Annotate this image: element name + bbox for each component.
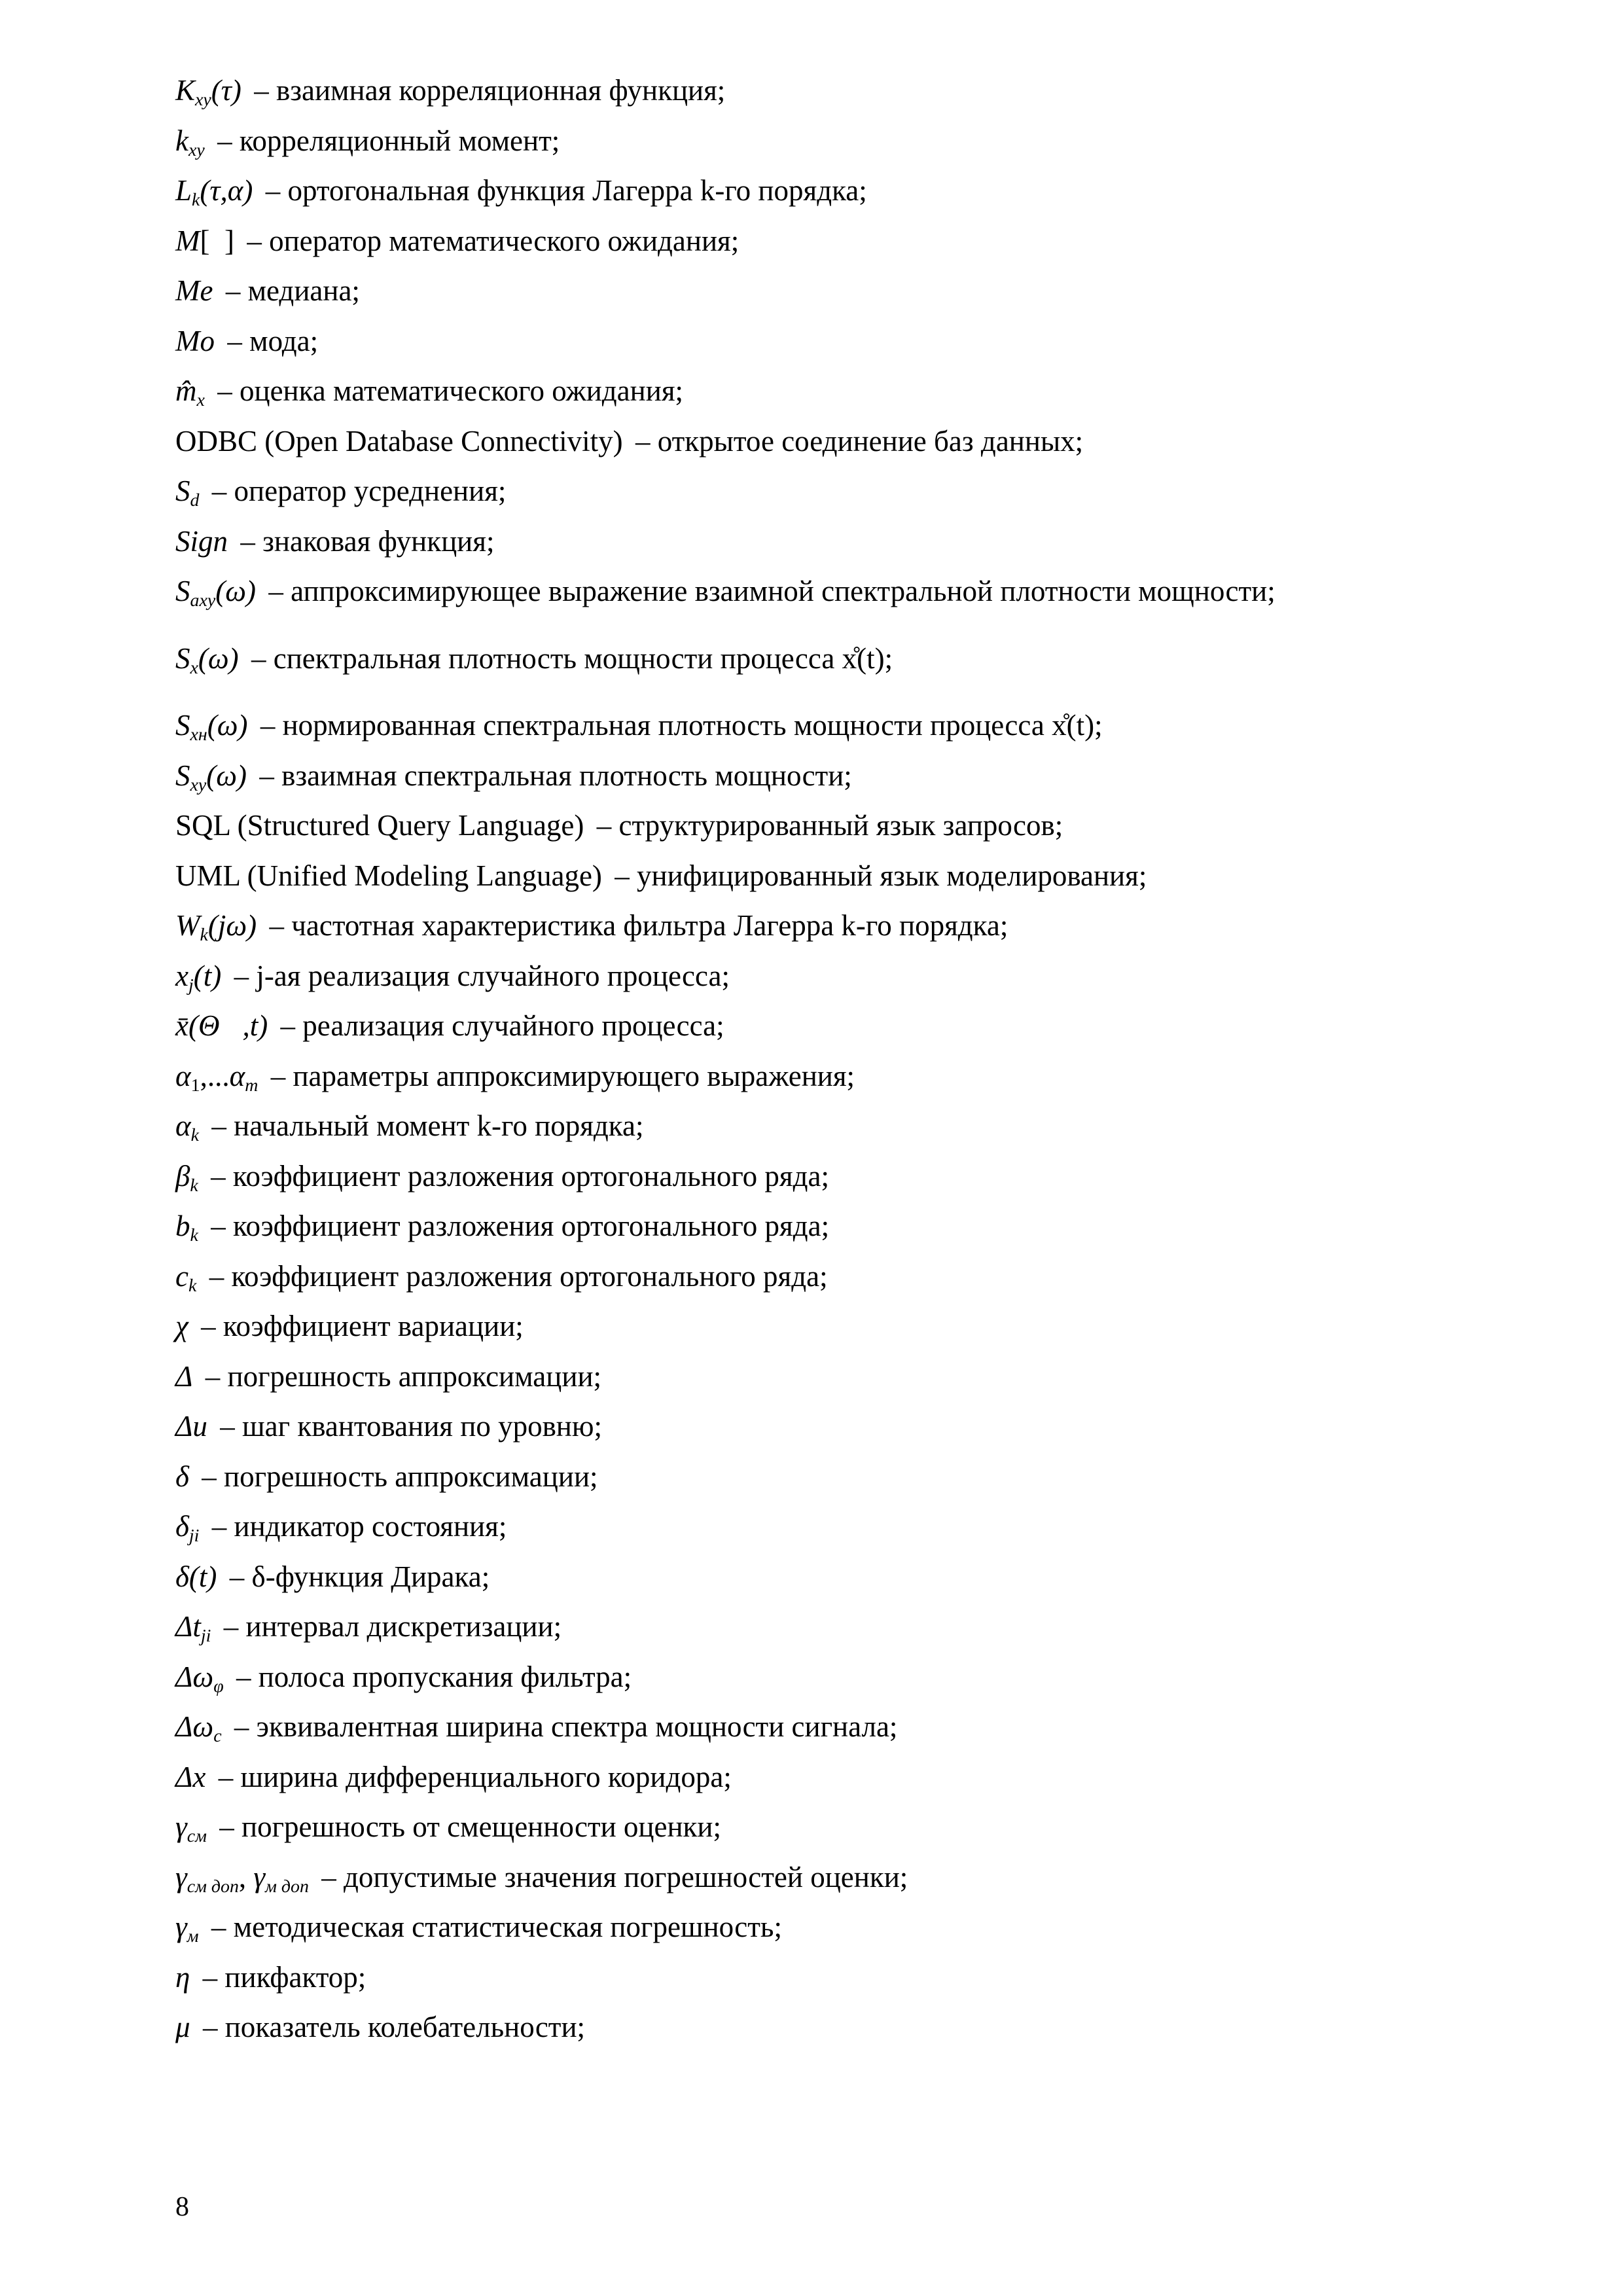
symbol-entry xyxy=(175,466,1452,516)
symbol xyxy=(175,1510,200,1546)
symbol-part: μ xyxy=(175,2011,190,2043)
symbol-part: см xyxy=(187,1825,207,1846)
symbol xyxy=(175,1009,268,1042)
symbol-entry xyxy=(175,1902,1452,1952)
symbol-entry xyxy=(175,683,1452,751)
definition-text: – интервал дискретизации; xyxy=(223,1610,562,1643)
symbol-entry xyxy=(175,1652,1452,1702)
symbol-part: c xyxy=(213,1725,222,1746)
symbol-entry xyxy=(175,1501,1452,1552)
symbol-part: W xyxy=(175,909,200,942)
symbol-part: m xyxy=(245,1075,259,1096)
symbol xyxy=(175,525,228,558)
symbol xyxy=(175,1259,197,1296)
symbol xyxy=(175,1610,211,1646)
definition-text: – мода; xyxy=(227,324,319,357)
definition-text: – открытое соединение баз данных; xyxy=(635,424,1084,457)
symbol-part: Sign xyxy=(175,524,228,558)
symbol-part: k xyxy=(200,924,208,945)
symbol-part: (ω) xyxy=(207,709,248,742)
symbol-entry xyxy=(175,1802,1452,1852)
definition-text: – оператор математического ожидания; xyxy=(247,224,740,257)
symbol-part: k xyxy=(175,124,188,157)
symbol-part: γ xyxy=(175,1860,187,1893)
symbol-entry xyxy=(175,1151,1452,1202)
symbol-entry xyxy=(175,1051,1452,1102)
symbol-entry xyxy=(175,1401,1452,1452)
symbol-part: Me xyxy=(175,274,213,307)
definition-text: – коэффициент вариации; xyxy=(201,1310,524,1342)
symbol xyxy=(175,859,602,892)
symbol-part: β xyxy=(175,1159,190,1193)
symbol-part: γ xyxy=(175,1810,187,1843)
symbol-part: α xyxy=(175,1109,191,1142)
definition-text: – параметры аппроксимирующего выражения; xyxy=(270,1059,855,1092)
definition-text: – пикфактор; xyxy=(202,1960,366,1994)
symbol-part: Mo xyxy=(175,324,215,357)
symbol-part: δ xyxy=(175,1510,189,1543)
definition-text: – эквивалентная ширина спектра мощности сигнала; xyxy=(234,1710,898,1743)
symbol-part: (ω) xyxy=(206,759,247,792)
symbol-entry xyxy=(175,901,1452,951)
definition-text: – коэффициент разложения ортогонального ряда; xyxy=(209,1259,828,1293)
symbol-entry xyxy=(175,416,1452,467)
definition-text: – частотная характеристика фильтра Лагерра k-го порядка; xyxy=(269,909,1008,942)
symbol xyxy=(175,374,205,410)
symbol-entry xyxy=(175,1251,1452,1302)
definition-text: – корреляционный момент; xyxy=(217,124,560,157)
symbol-entry xyxy=(175,1752,1452,1803)
symbol-part: Δt xyxy=(175,1610,201,1643)
symbol xyxy=(175,1961,190,1994)
symbol-part: L xyxy=(175,174,192,207)
definition-text: – медиана; xyxy=(225,274,360,307)
symbol-part: м xyxy=(187,1926,199,1946)
symbol-entry xyxy=(175,1201,1452,1251)
symbol-entry xyxy=(175,1352,1452,1402)
definition-text: – аппроксимирующее выражение взаимной спектральной плотности мощности; xyxy=(268,575,1275,607)
symbol-part: (ω) xyxy=(198,641,239,675)
symbol-part: xy xyxy=(190,774,207,795)
symbol xyxy=(175,1710,222,1746)
symbol xyxy=(175,1310,188,1342)
symbol-part: α xyxy=(229,1059,245,1092)
definition-text: – методическая статистическая погрешность; xyxy=(211,1910,782,1943)
symbol-part: (ω) xyxy=(215,575,256,607)
symbol-entry xyxy=(175,166,1452,216)
symbol-part: (τ,α) xyxy=(200,174,253,207)
symbol-entry xyxy=(175,216,1452,266)
definition-text: – спектральная плотность мощности процесса x̊(t); xyxy=(251,641,893,675)
symbol-part: ji xyxy=(200,1625,211,1646)
symbol-entry xyxy=(175,1602,1452,1652)
symbol xyxy=(175,124,205,160)
symbol-part: x xyxy=(196,389,205,410)
symbol xyxy=(175,575,256,611)
definition-text: – δ-функция Дирака; xyxy=(229,1560,490,1593)
symbol-part: 1 xyxy=(190,1075,200,1096)
symbol-part: d xyxy=(190,490,200,511)
definition-text: – допустимые значения погрешностей оценки; xyxy=(321,1860,908,1893)
symbol xyxy=(175,274,213,307)
symbol xyxy=(175,1059,259,1096)
symbol-part: axy xyxy=(190,590,216,611)
symbol-part: ji xyxy=(188,1525,200,1546)
symbol-part: см доп xyxy=(187,1876,239,1897)
symbol-entry xyxy=(175,617,1452,684)
symbol-part: k xyxy=(190,1225,198,1246)
symbol-part: , xyxy=(238,1860,254,1893)
symbol-part: ODBC (Open Database Connectivity) xyxy=(175,424,623,457)
symbol xyxy=(175,74,241,110)
definition-text: – унифицированный язык моделирования; xyxy=(615,859,1147,892)
symbol-part: δ xyxy=(175,1460,189,1493)
symbol-part: (t) xyxy=(193,959,222,992)
symbol xyxy=(175,174,253,210)
symbol-entry xyxy=(175,951,1452,1001)
definition-text: – погрешность аппроксимации; xyxy=(202,1460,598,1493)
symbol-part: φ xyxy=(213,1676,224,1696)
symbol xyxy=(175,1810,207,1846)
symbol-part: δ(t) xyxy=(175,1560,217,1593)
symbol-entry xyxy=(175,1552,1452,1602)
symbol xyxy=(175,909,257,945)
symbol-entry xyxy=(175,2002,1452,2053)
definition-text: – взаимная спектральная плотность мощности; xyxy=(259,759,852,792)
symbol xyxy=(175,1159,198,1196)
symbol-part: S xyxy=(175,475,190,507)
symbol-entry xyxy=(175,1852,1452,1903)
symbol-entry xyxy=(175,1702,1452,1752)
symbol xyxy=(175,1860,309,1897)
symbol-part: γ xyxy=(175,1910,187,1943)
symbol xyxy=(175,1460,189,1493)
symbol-part: χ xyxy=(175,1310,188,1342)
symbol-part: k xyxy=(192,189,200,210)
symbol-part: Δω xyxy=(175,1710,214,1743)
symbol xyxy=(175,1109,200,1145)
page-number: 8 xyxy=(175,2192,189,2222)
symbol-entry xyxy=(175,566,1452,617)
definition-text: – оператор усреднения; xyxy=(211,475,507,507)
symbol-part: xy xyxy=(195,89,211,110)
symbol-part: j xyxy=(188,975,194,996)
symbol-entry xyxy=(175,851,1452,901)
symbol-part: Δω xyxy=(175,1660,214,1693)
symbol xyxy=(175,224,234,257)
symbol-part: S xyxy=(175,575,190,607)
symbol-part: x xyxy=(190,657,198,678)
symbol-part: x xyxy=(175,959,188,992)
symbol xyxy=(175,1360,192,1393)
symbol-entry xyxy=(175,1452,1452,1502)
symbol-part: UML (Unified Modeling Language) xyxy=(175,859,602,892)
symbol-part: k xyxy=(190,1124,200,1145)
symbol-part: m̂ xyxy=(175,374,197,407)
symbol-part: S xyxy=(175,759,190,792)
symbol-part: [ ] xyxy=(200,224,234,257)
symbol-part: (jω) xyxy=(207,909,257,942)
symbol xyxy=(175,759,247,795)
definition-text: – взаимная корреляционная функция; xyxy=(254,74,726,107)
definition-text: – полоса пропускания фильтра; xyxy=(236,1660,632,1693)
symbol-part: Δx xyxy=(175,1760,206,1793)
definition-text: – ширина дифференциального коридора; xyxy=(218,1760,732,1793)
symbol-entry xyxy=(175,65,1452,116)
symbol xyxy=(175,1560,217,1593)
symbol-part: S xyxy=(175,709,190,742)
symbol-entry xyxy=(175,1001,1452,1051)
definition-text: – показатель колебательности; xyxy=(202,2011,586,2043)
symbol-entry xyxy=(175,316,1452,367)
symbol xyxy=(175,2011,190,2043)
symbol-entry xyxy=(175,266,1452,316)
symbol-part: γ xyxy=(253,1860,266,1893)
symbol-part: SQL (Structured Query Language) xyxy=(175,809,584,842)
definition-text: – нормированная спектральная плотность мощности процесса x̊(t); xyxy=(260,709,1103,742)
symbol-list xyxy=(175,65,1452,2053)
symbol xyxy=(175,325,215,357)
symbol-entry xyxy=(175,1301,1452,1352)
symbol-entry xyxy=(175,751,1452,801)
symbol-part: x̄(Θ⃗,t) xyxy=(175,1009,268,1042)
symbol xyxy=(175,809,584,842)
symbol-entry xyxy=(175,516,1452,567)
definition-text: – начальный момент k-го порядка; xyxy=(211,1109,644,1142)
symbol-part: Δu xyxy=(175,1410,207,1443)
symbol xyxy=(175,475,200,511)
symbol-part: M xyxy=(175,224,200,257)
symbol xyxy=(175,1660,224,1696)
symbol-entry xyxy=(175,1101,1452,1151)
definition-text: – ортогональная функция Лагерра k-го порядка; xyxy=(265,174,867,207)
symbol-part: k xyxy=(190,1175,198,1196)
symbol-part: S xyxy=(175,641,190,675)
definition-text: – коэффициент разложения ортогонального ряда; xyxy=(211,1210,830,1242)
symbol xyxy=(175,1410,207,1443)
definition-text: – погрешность аппроксимации; xyxy=(205,1359,602,1393)
symbol-part: ,... xyxy=(200,1059,230,1092)
symbol-entry xyxy=(175,800,1452,851)
symbol-part: η xyxy=(175,1960,190,1994)
symbol-part: α xyxy=(175,1059,191,1092)
definition-text: – оценка математического ожидания; xyxy=(217,374,684,407)
definition-text: – коэффициент разложения ортогонального ряда; xyxy=(211,1159,830,1193)
symbol xyxy=(175,425,623,457)
symbol xyxy=(175,709,248,745)
symbol-entry xyxy=(175,1952,1452,2003)
symbol-part: хн xyxy=(190,724,207,745)
definition-text: – погрешность от смещенности оценки; xyxy=(219,1810,722,1843)
symbol-part: (τ) xyxy=(211,74,241,107)
symbol-part: c xyxy=(175,1259,188,1293)
symbol-entry xyxy=(175,116,1452,166)
symbol-part: Δ xyxy=(175,1359,193,1393)
definition-text: – знаковая функция; xyxy=(240,524,495,558)
symbol xyxy=(175,1761,205,1793)
symbol-part: k xyxy=(188,1275,197,1296)
symbol-part: K xyxy=(175,74,196,107)
definition-text: – индикатор состояния; xyxy=(211,1510,507,1543)
symbol xyxy=(175,1910,199,1946)
symbol-part: b xyxy=(175,1210,190,1242)
definition-text: – реализация случайного процесса; xyxy=(280,1009,724,1042)
symbol xyxy=(175,959,222,996)
symbol-part: м доп xyxy=(265,1876,309,1897)
symbol xyxy=(175,1210,198,1246)
definition-text: – структурированный язык запросов; xyxy=(596,809,1063,842)
definition-text: – шаг квантования по уровню; xyxy=(220,1410,603,1443)
symbol-entry xyxy=(175,366,1452,416)
symbol xyxy=(175,641,239,678)
symbol-part: xy xyxy=(188,139,205,160)
definition-text: – j-ая реализация случайного процесса; xyxy=(234,959,730,992)
